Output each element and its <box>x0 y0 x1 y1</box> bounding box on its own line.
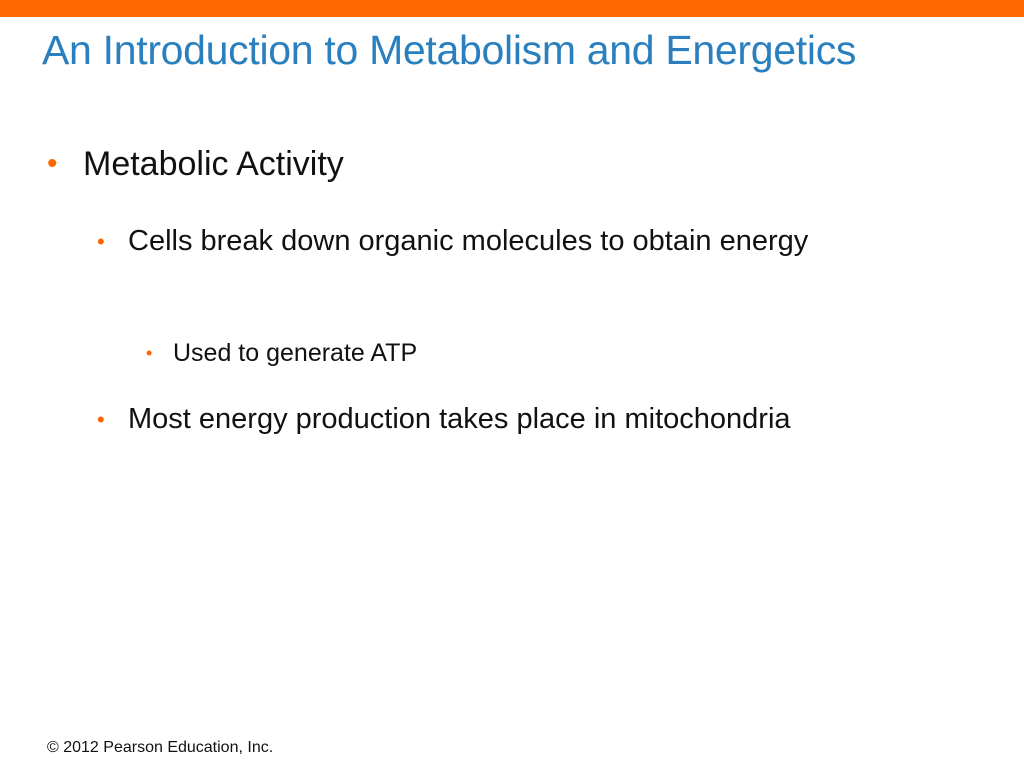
bullet-level2-energy-production <box>97 396 837 443</box>
bullet-text: Used to generate ATP <box>173 339 418 367</box>
bullet-text: Most energy production takes place in mitochondria <box>128 403 791 435</box>
bullet-dot-icon: • <box>146 343 153 363</box>
bullet-level3-generate-atp <box>146 336 417 370</box>
bullet-dot-icon: • <box>97 229 105 254</box>
slide-title: An Introduction to Metabolism and Energetics <box>42 27 857 73</box>
bullet-dot-icon: • <box>97 407 105 432</box>
bullet-dot-icon: • <box>47 147 58 180</box>
top-accent-bar <box>0 0 1024 17</box>
bullet-text: Cells break down organic molecules to obtain energy <box>128 225 809 257</box>
copyright-footer: © 2012 Pearson Education, Inc. <box>47 739 274 756</box>
bullet-level2-cells-break-down <box>97 218 837 265</box>
bullet-level1-metabolic-activity <box>47 143 344 185</box>
bullet-text: Metabolic Activity <box>83 145 344 183</box>
